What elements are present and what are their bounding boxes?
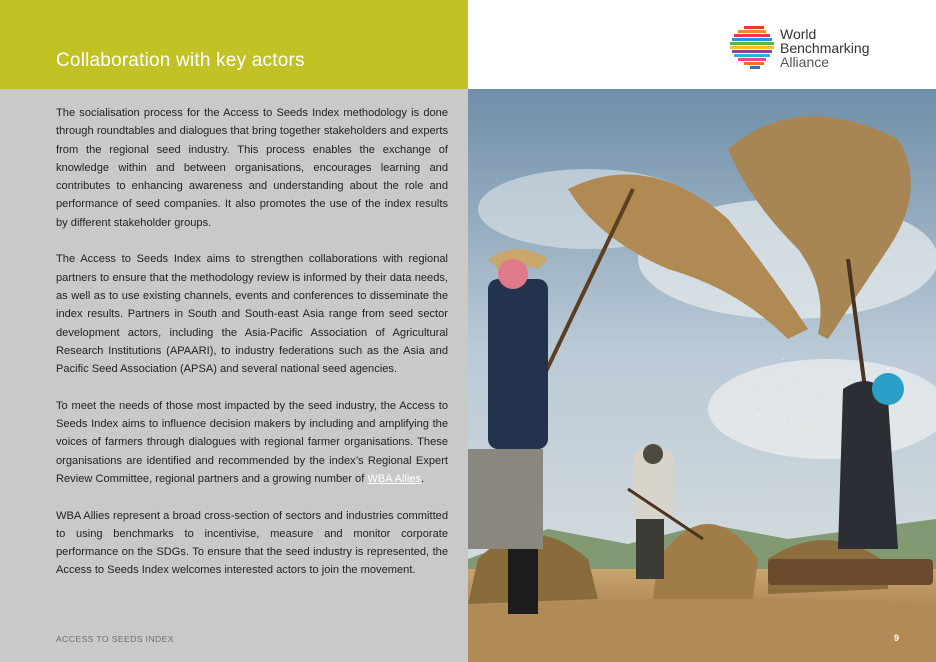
paragraph-4: WBA Allies represent a broad cross-section of sectors and industries committed to using benchmarks to incentivise, measure and monitor corporate performance on the SDGs. To ensure that the seed industry is represented, the Access to Seeds Index welcomes interested actors to join the movement. bbox=[56, 509, 448, 577]
logo-line-3: Alliance bbox=[780, 54, 830, 70]
wba-logo-text bbox=[780, 27, 870, 69]
body-text bbox=[56, 104, 448, 598]
paragraph-2: The Access to Seeds Index aims to strengthen collaborations with regional partners to ensure that the methodology review is informed by their data needs, as well as to use existing channels, events and conferences to disseminate the index results. Partners in South and South-east Asia range from seed sector development actors, including the Asia-Pacific Association of Agricultural Research Institutions (APAARI), to industry federations such as the Asia and Pacific Seed Association (APSA) and several national seed agencies. bbox=[56, 253, 448, 376]
page-number: 9 bbox=[894, 633, 900, 643]
logo-line-2: Benchmarking bbox=[780, 40, 870, 56]
paragraph-1: The socialisation process for the Access to Seeds Index methodology is done through roundtables and dialogues that bring together stakeholders and experts from the regional seed industry. This process enables the exchange of knowledge within and between organisations, encourages learning and contributes to enhancing awareness and understanding about the role and performance of seed companies. It also promotes the use of the index results by different stakeholder groups. bbox=[56, 107, 448, 229]
paragraph-3 bbox=[56, 397, 448, 488]
paragraph-3-text: To meet the needs of those most impacted by the seed industry, the Access to Seeds Index aims to influence decision makers by including and amplifying the voices of farmers through dialogues with regional farmer organisations. These organisations are identified and recommended by the index’s Regional Expert Review Committee, regional partners and a growing number of bbox=[56, 399, 448, 485]
title-band bbox=[0, 0, 468, 89]
farmers-threshing-rice-photo bbox=[468, 89, 936, 662]
footer-label: ACCESS TO SEEDS INDEX bbox=[56, 634, 174, 644]
wba-logo-icon bbox=[730, 24, 780, 72]
photo-illustration bbox=[468, 89, 936, 662]
page-title: Collaboration with key actors bbox=[56, 50, 305, 71]
logo-line-1: World bbox=[780, 26, 817, 42]
wba-allies-link[interactable]: WBA Allies bbox=[367, 472, 422, 485]
paragraph-3-end: . bbox=[421, 472, 425, 485]
